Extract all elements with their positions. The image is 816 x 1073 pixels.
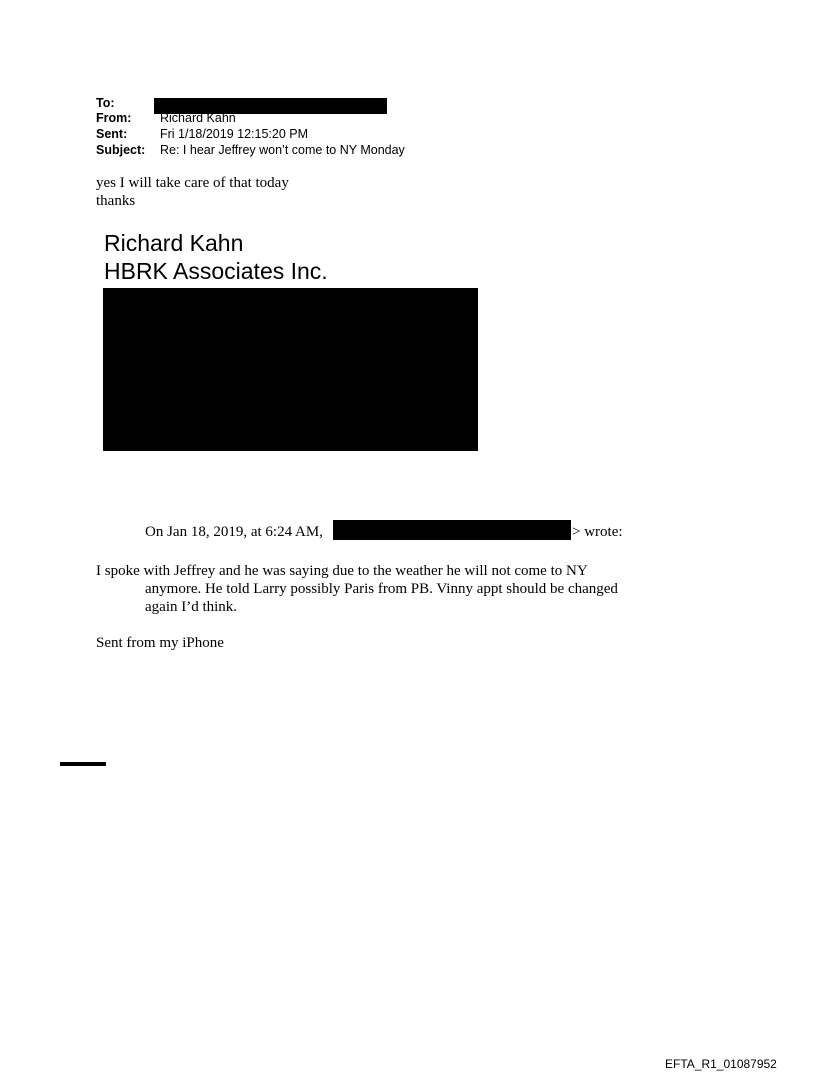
body-line-2: thanks [96,193,136,209]
to-label: To: [96,96,115,110]
signature-company: HBRK Associates Inc. [104,258,328,284]
quoted-intro: On Jan 18, 2019, at 6:24 AM, [145,524,323,540]
body-line-1: yes I will take care of that today [96,175,289,191]
from-label: From: [96,111,132,125]
signature-redaction [103,288,478,451]
subject-label: Subject: [96,143,146,157]
sent-from-line: Sent from my iPhone [96,635,224,651]
sent-value: Fri 1/18/2019 12:15:20 PM [160,127,309,141]
quoted-wrote: > wrote: [572,524,623,540]
sender-redaction [333,520,571,540]
quoted-line-3: again I’d think. [145,599,238,615]
quoted-line-1: I spoke with Jeffrey and he was saying due to the weather he will not come to NY [96,563,588,579]
quoted-line-2: anymore. He told Larry possibly Paris from PB. Vinny appt should be changed [145,581,618,597]
subject-value: Re: I hear Jeffrey won’t come to NY Monday [160,143,405,157]
page-rule-mark [60,762,106,766]
from-value: Richard Kahn [160,111,236,125]
document-id: EFTA_R1_01087952 [665,1057,777,1071]
sent-label: Sent: [96,127,128,141]
signature-name: Richard Kahn [104,230,244,256]
